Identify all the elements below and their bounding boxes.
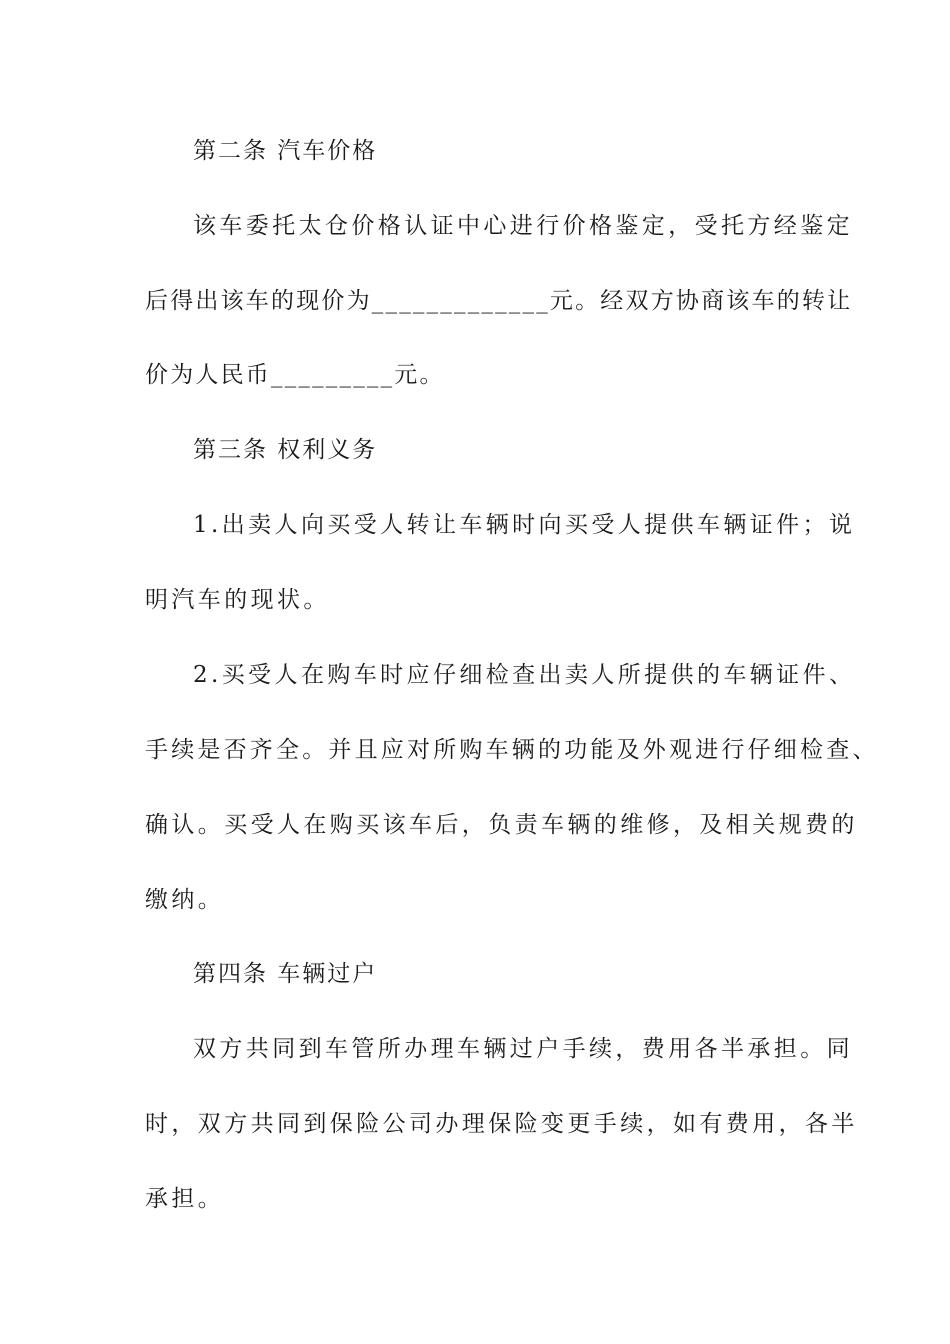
list-item-line: 确认。买受人在购买该车后，负责车辆的维修，及相关规费的 xyxy=(145,812,858,838)
section-heading-rights: 第三条 权利义务 xyxy=(193,437,378,463)
list-item-line: 手续是否齐全。并且应对所购车辆的功能及外观进行仔细检查、 xyxy=(145,737,879,763)
section-heading-transfer: 第四条 车辆过户 xyxy=(193,961,378,987)
paragraph-line: 双方共同到车管所办理车辆过户手续，费用各半承担。同 xyxy=(193,1036,853,1062)
list-item-line: 2.买受人在购车时应仔细检查出卖人所提供的车辆证件、 xyxy=(193,662,856,688)
list-item-line: 缴纳。 xyxy=(145,887,225,913)
list-item-line: 明汽车的现状。 xyxy=(145,587,330,613)
paragraph-line: 时，双方共同到保险公司办理保险变更手续，如有费用，各半 xyxy=(145,1111,858,1137)
paragraph-line: 价为人民币_________元。 xyxy=(145,362,445,388)
list-item-line: 1.出卖人向买受人转让车辆时向买受人提供车辆证件；说 xyxy=(193,512,856,538)
paragraph-line: 该车委托太仓价格认证中心进行价格鉴定，受托方经鉴定 xyxy=(193,213,853,239)
paragraph-line: 承担。 xyxy=(145,1186,225,1212)
section-heading-price: 第二条 汽车价格 xyxy=(193,138,378,164)
paragraph-line: 后得出该车的现价为_____________元。经双方协商该车的转让 xyxy=(145,288,853,314)
